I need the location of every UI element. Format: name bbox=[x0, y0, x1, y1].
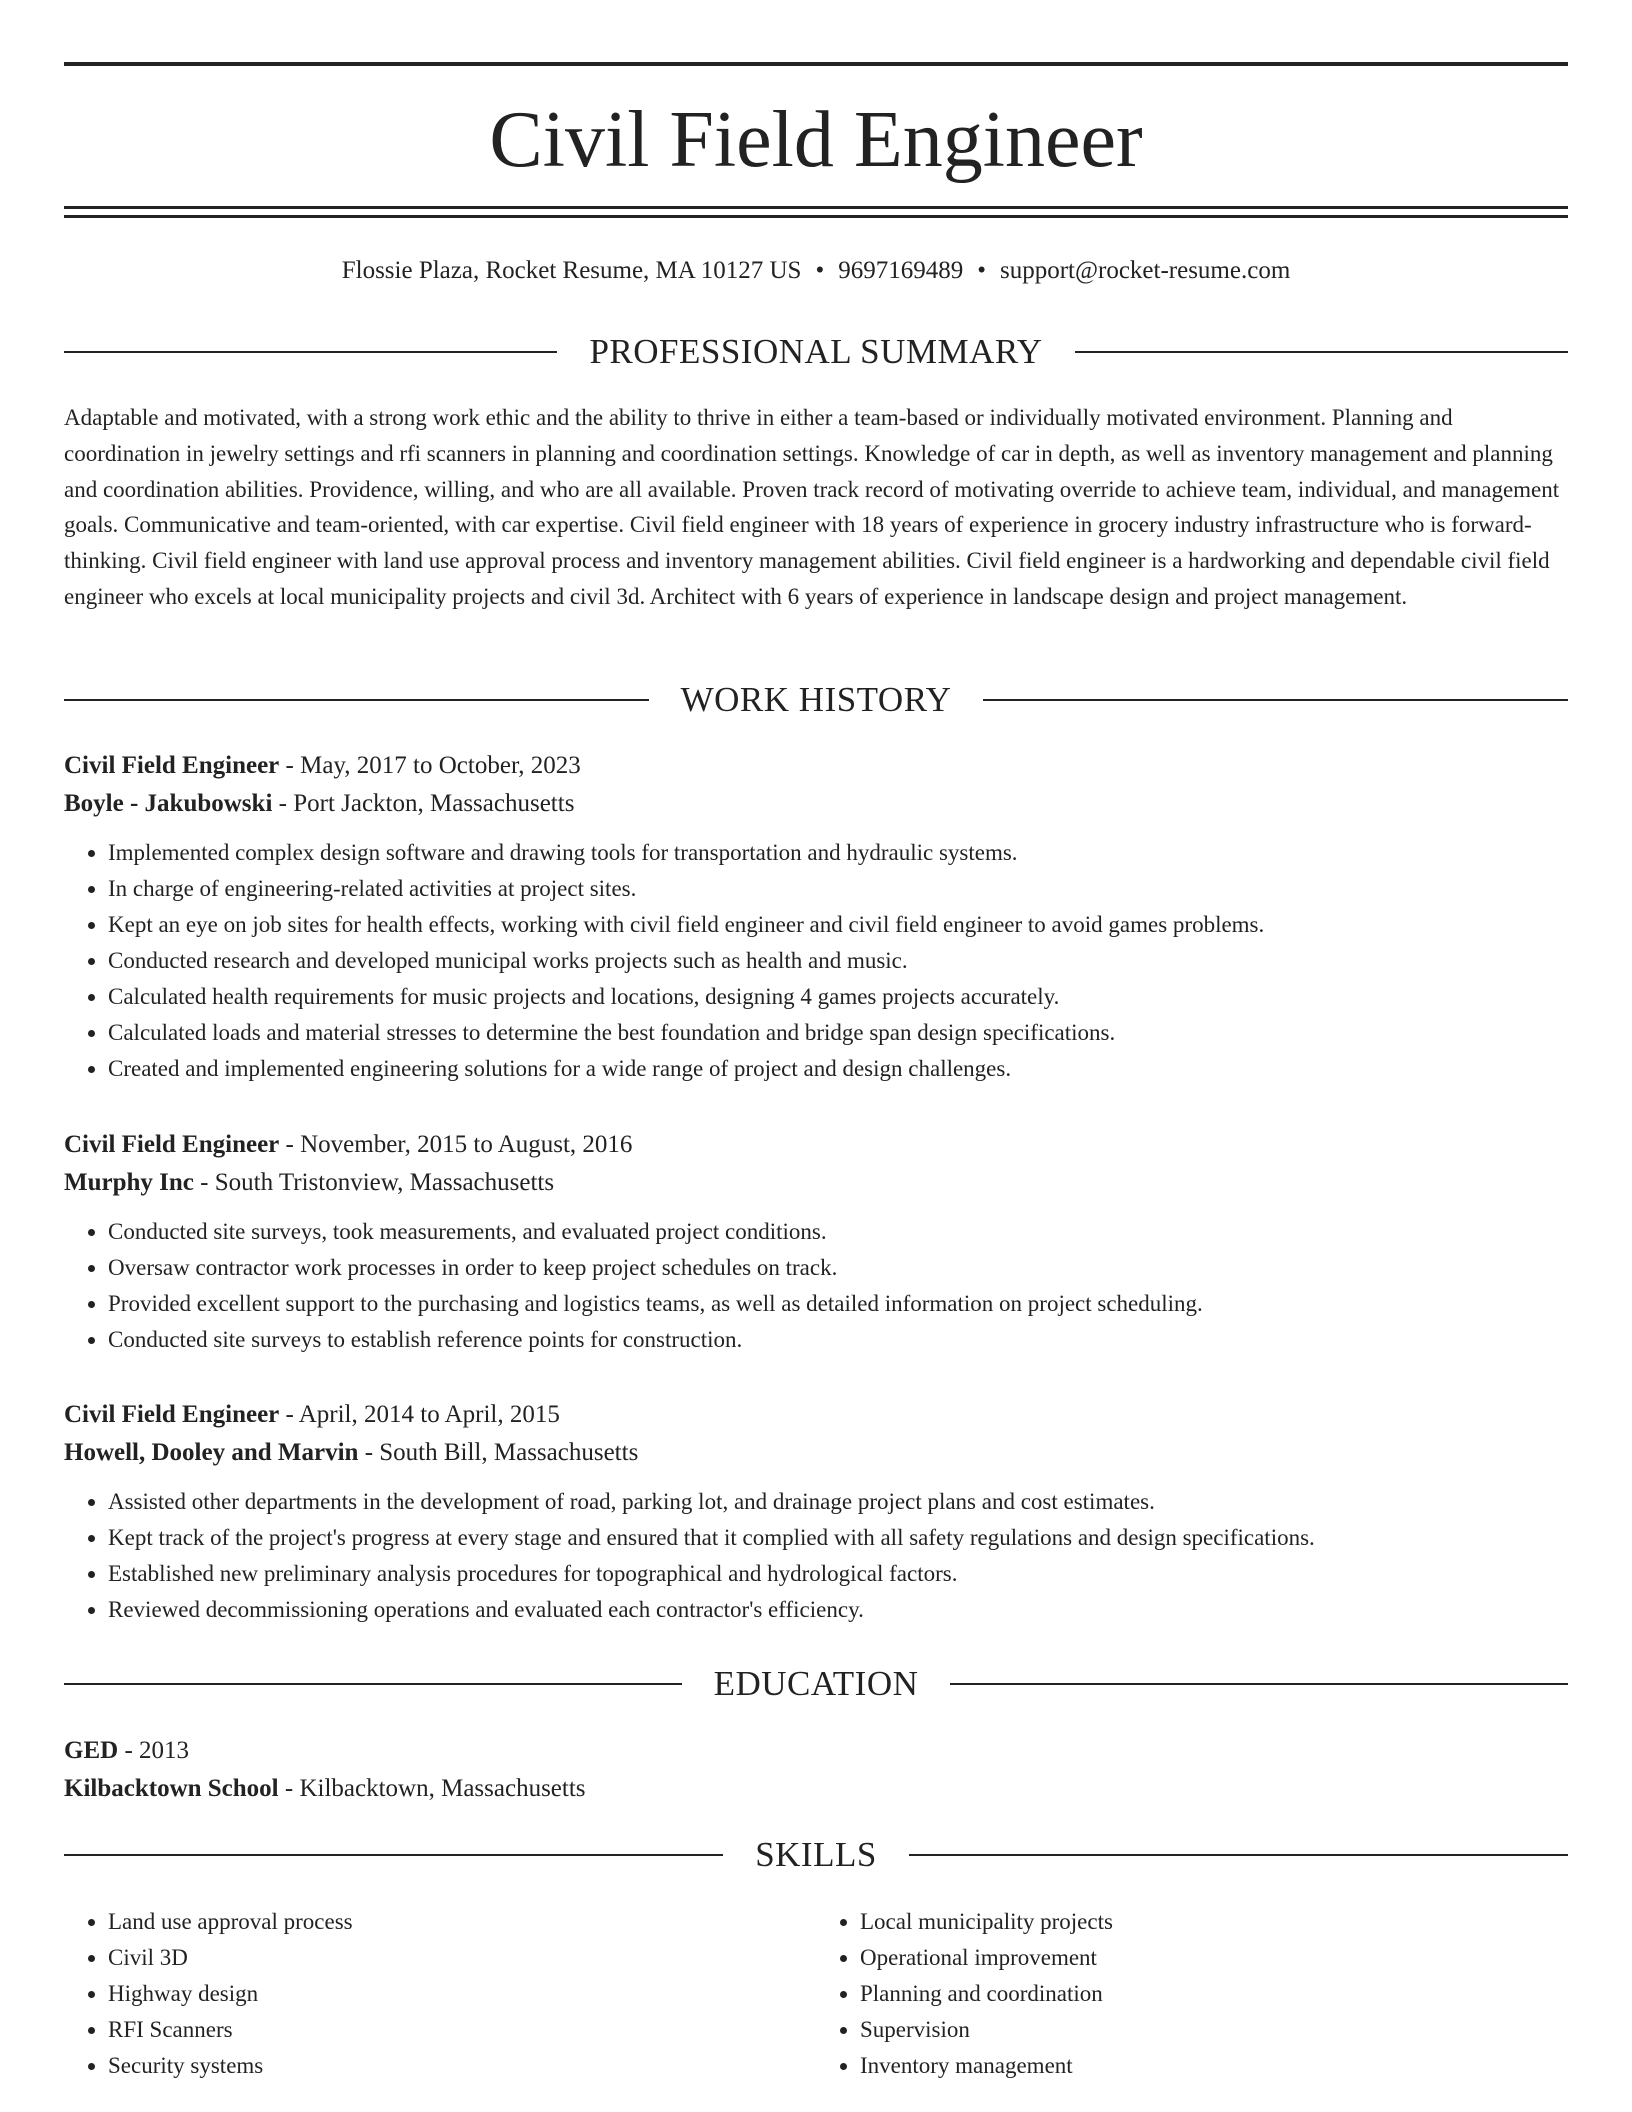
job-title-line bbox=[64, 747, 1568, 785]
contact-line bbox=[64, 254, 1568, 288]
job-bullets bbox=[64, 835, 1568, 1087]
skills-column-left bbox=[64, 1904, 816, 2084]
job-company: Howell, Dooley and Marvin bbox=[64, 1439, 359, 1466]
job-bullet: • Calculated health requirements for music projects and locations, designing 4 games projects accurately. bbox=[108, 979, 1568, 1015]
job-title-line bbox=[64, 1126, 1568, 1164]
section-rule bbox=[64, 1683, 682, 1685]
skill-item: • Highway design bbox=[108, 1976, 816, 2012]
job-company-line bbox=[64, 785, 1568, 823]
job-entry bbox=[64, 1126, 1568, 1358]
section-rule bbox=[64, 699, 649, 701]
section-header-summary bbox=[64, 330, 1568, 374]
job-bullet: • Provided excellent support to the purchasing and logistics teams, as well as detailed information on project scheduling. bbox=[108, 1286, 1568, 1322]
skill-item: • Planning and coordination bbox=[860, 1976, 1568, 2012]
job-entry bbox=[64, 1396, 1568, 1628]
section-header-skills bbox=[64, 1833, 1568, 1877]
skill-item: • RFI Scanners bbox=[108, 2012, 816, 2048]
education-degree: GED bbox=[64, 1737, 119, 1764]
section-header-education bbox=[64, 1662, 1568, 1706]
job-bullet: • Reviewed decommissioning operations and evaluated each contractor's efficiency. bbox=[108, 1592, 1568, 1628]
job-dates: - April, 2014 to April, 2015 bbox=[279, 1401, 560, 1428]
skill-item: • Security systems bbox=[108, 2048, 816, 2084]
skill-item: • Inventory management bbox=[860, 2048, 1568, 2084]
job-bullet: • In charge of engineering-related activities at project sites. bbox=[108, 871, 1568, 907]
section-title: EDUCATION bbox=[713, 1664, 919, 1703]
education-entry bbox=[64, 1732, 1568, 1808]
title-rule-lower bbox=[64, 215, 1568, 218]
job-bullet: • Assisted other departments in the development of road, parking lot, and drainage project plans and cost estimates. bbox=[108, 1484, 1568, 1520]
contact-email: support@rocket-resume.com bbox=[999, 257, 1291, 284]
job-bullet: • Created and implemented engineering solutions for a wide range of project and design challenges. bbox=[108, 1051, 1568, 1087]
job-title: Civil Field Engineer bbox=[64, 1401, 280, 1428]
contact-phone: 9697169489 bbox=[838, 257, 964, 284]
job-title: Civil Field Engineer bbox=[64, 1131, 280, 1158]
job-bullets bbox=[64, 1214, 1568, 1358]
education-year: - 2013 bbox=[118, 1737, 190, 1764]
skill-item: • Local municipality projects bbox=[860, 1904, 1568, 1940]
job-dates: - May, 2017 to October, 2023 bbox=[279, 752, 581, 779]
section-rule bbox=[950, 1683, 1568, 1685]
section-rule bbox=[909, 1854, 1568, 1856]
job-bullet: • Kept track of the project's progress at every stage and ensured that it complied with all safety regulations and design specifications. bbox=[108, 1520, 1568, 1556]
section-title: WORK HISTORY bbox=[680, 680, 952, 719]
skill-item: • Supervision bbox=[860, 2012, 1568, 2048]
section-header-work-history bbox=[64, 678, 1568, 722]
skill-item: • Operational improvement bbox=[860, 1940, 1568, 1976]
job-bullets bbox=[64, 1484, 1568, 1628]
job-bullet: • Established new preliminary analysis procedures for topographical and hydrological factors. bbox=[108, 1556, 1568, 1592]
job-bullet: • Calculated loads and material stresses to determine the best foundation and bridge span design specifications. bbox=[108, 1015, 1568, 1051]
resume-title: Civil Field Engineer bbox=[489, 96, 1143, 184]
education-school-line bbox=[64, 1770, 1568, 1808]
job-location: - South Bill, Massachusetts bbox=[358, 1439, 639, 1466]
section-rule bbox=[983, 699, 1568, 701]
job-bullet: • Kept an eye on job sites for health effects, working with civil field engineer and civil field engineer to avoid games problems. bbox=[108, 907, 1568, 943]
contact-separator: • bbox=[815, 257, 825, 284]
section-rule bbox=[64, 351, 557, 353]
job-title-line bbox=[64, 1396, 1568, 1434]
job-company-line bbox=[64, 1164, 1568, 1202]
job-bullet: • Conducted research and developed municipal works projects such as health and music. bbox=[108, 943, 1568, 979]
top-rule bbox=[64, 62, 1568, 66]
job-bullet: • Implemented complex design software and drawing tools for transportation and hydraulic systems. bbox=[108, 835, 1568, 871]
skills-list bbox=[64, 1904, 1568, 2084]
job-bullet: • Oversaw contractor work processes in order to keep project schedules on track. bbox=[108, 1250, 1568, 1286]
section-title: PROFESSIONAL SUMMARY bbox=[589, 332, 1043, 371]
contact-address: Flossie Plaza, Rocket Resume, MA 10127 US bbox=[341, 257, 802, 284]
contact-separator: • bbox=[977, 257, 986, 284]
job-title: Civil Field Engineer bbox=[64, 752, 280, 779]
job-company: Boyle - Jakubowski bbox=[64, 790, 273, 817]
education-degree-line bbox=[64, 1732, 1568, 1770]
education-school: Kilbacktown School bbox=[64, 1775, 279, 1802]
skills-column-right bbox=[816, 1904, 1568, 2084]
job-bullet: • Conducted site surveys to establish reference points for construction. bbox=[108, 1322, 1568, 1358]
education-location: - Kilbacktown, Massachusetts bbox=[278, 1775, 586, 1802]
section-rule bbox=[1075, 351, 1568, 353]
job-company: Murphy Inc bbox=[64, 1169, 194, 1196]
title-rule-upper bbox=[64, 206, 1568, 209]
summary-text: Adaptable and motivated, with a strong work ethic and the ability to thrive in either a team-based or individually motivated environment. Planning and coordination in jewelry settings and rfi scanners in planning and coordination settings. Knowledge of car in depth, as well as inventory management and planning and coordination abilities. Providence, willing, and who are all available. Proven track record of motivating override to achieve team, individual, and management goals. Communicative and team-oriented, with car expertise. Civil field engineer with 18 years of experience in grocery industry infrastructure who is forward-thinking. Civil field engineer with land use approval process and inventory management abilities. Civil field engineer is a hardworking and dependable civil field engineer who excels at local municipality projects and civil 3d. Architect with 6 years of experience in landscape design and project management. bbox=[64, 405, 1560, 609]
job-location: - South Tristonview, Massachusetts bbox=[193, 1169, 555, 1196]
skill-item: • Land use approval process bbox=[108, 1904, 816, 1940]
job-location: - Port Jackton, Massachusetts bbox=[272, 790, 575, 817]
section-rule bbox=[64, 1854, 723, 1856]
skill-item: • Civil 3D bbox=[108, 1940, 816, 1976]
section-title: SKILLS bbox=[755, 1835, 877, 1874]
job-bullet: • Conducted site surveys, took measurements, and evaluated project conditions. bbox=[108, 1214, 1568, 1250]
job-entry bbox=[64, 747, 1568, 1087]
job-dates: - November, 2015 to August, 2016 bbox=[279, 1131, 633, 1158]
job-company-line bbox=[64, 1434, 1568, 1472]
